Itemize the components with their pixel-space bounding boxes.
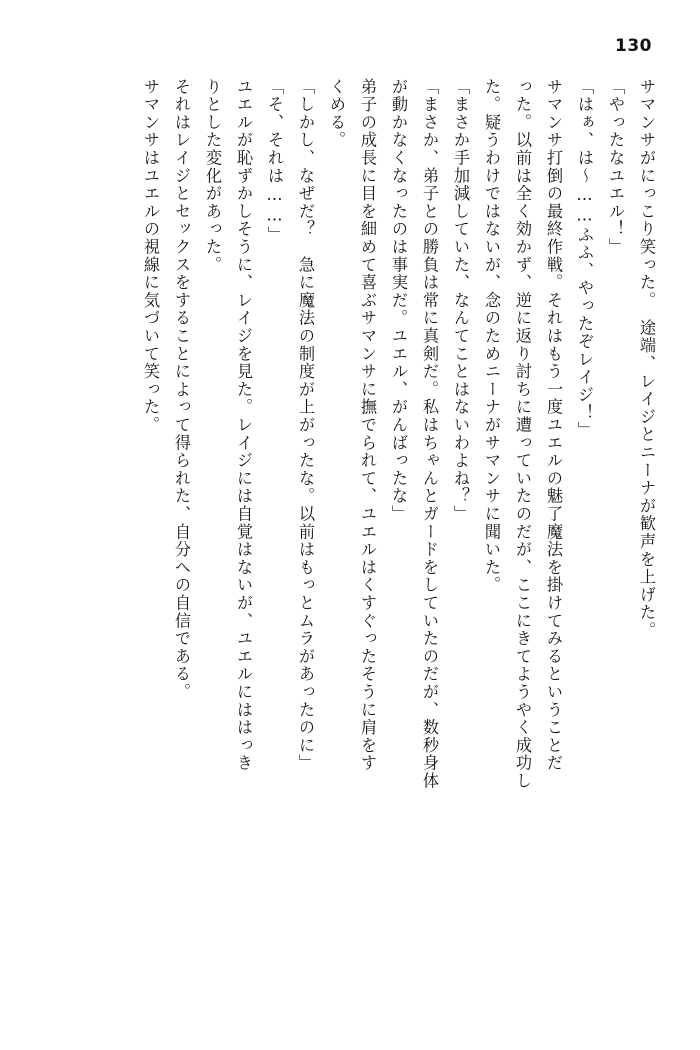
vertical-text-body	[46, 78, 654, 994]
page-number: 130	[615, 36, 652, 56]
text-line: た。疑うわけではないが、念のためニーナがサマンサに聞いた。	[482, 78, 501, 595]
text-line: 「まさか、弟子との勝負は常に真剣だ。私はちゃんとガードをしていたのだが、数秒身体	[420, 78, 439, 790]
text-line: サマンサがにっこり笑った。 途端、レイジとニーナが歓声を上げた。	[637, 78, 656, 640]
text-line: それはレイジとセックスをすることによって得られた、自分への自信である。	[172, 78, 191, 701]
text-line: くめる。	[327, 78, 346, 150]
text-line: 「そ、それは……」	[265, 78, 284, 244]
text-line: が動かなくなったのは事実だ。ユエル、がんばったな」	[389, 78, 408, 523]
text-line: ユエルが恥ずかしそうに、レイジを見た。レイジには自覚はないが、ユエルにははっき	[234, 78, 253, 773]
text-line: 「まさか手加減していた、なんてことはないわよね？」	[451, 78, 470, 523]
text-line: 「はぁ、は～……ふふ、やったぞレイジ！」	[575, 78, 594, 440]
text-line: 「やったなユエル！」	[606, 78, 625, 256]
text-line: サマンサ打倒の最終作戦。それはもう一度ユエルの魅了魔法を掛けてみるということだ	[544, 78, 563, 773]
text-line: った。以前は全く効かず、逆に返り討ちに遭っていたのだが、ここにきてようやく成功し	[513, 78, 532, 790]
text-line: りとした変化があった。	[203, 78, 222, 274]
text-line: サマンサはユエルの視線に気づいて笑った。	[141, 78, 160, 434]
text-line: 「しかし、なぜだ？ 急に魔法の制度が上がったな。以前はもっとムラがあったのに」	[296, 78, 315, 773]
text-line: 弟子の成長に目を細めて喜ぶサマンサに撫でられて、ユエルはくすぐったそうに肩をす	[358, 78, 377, 773]
